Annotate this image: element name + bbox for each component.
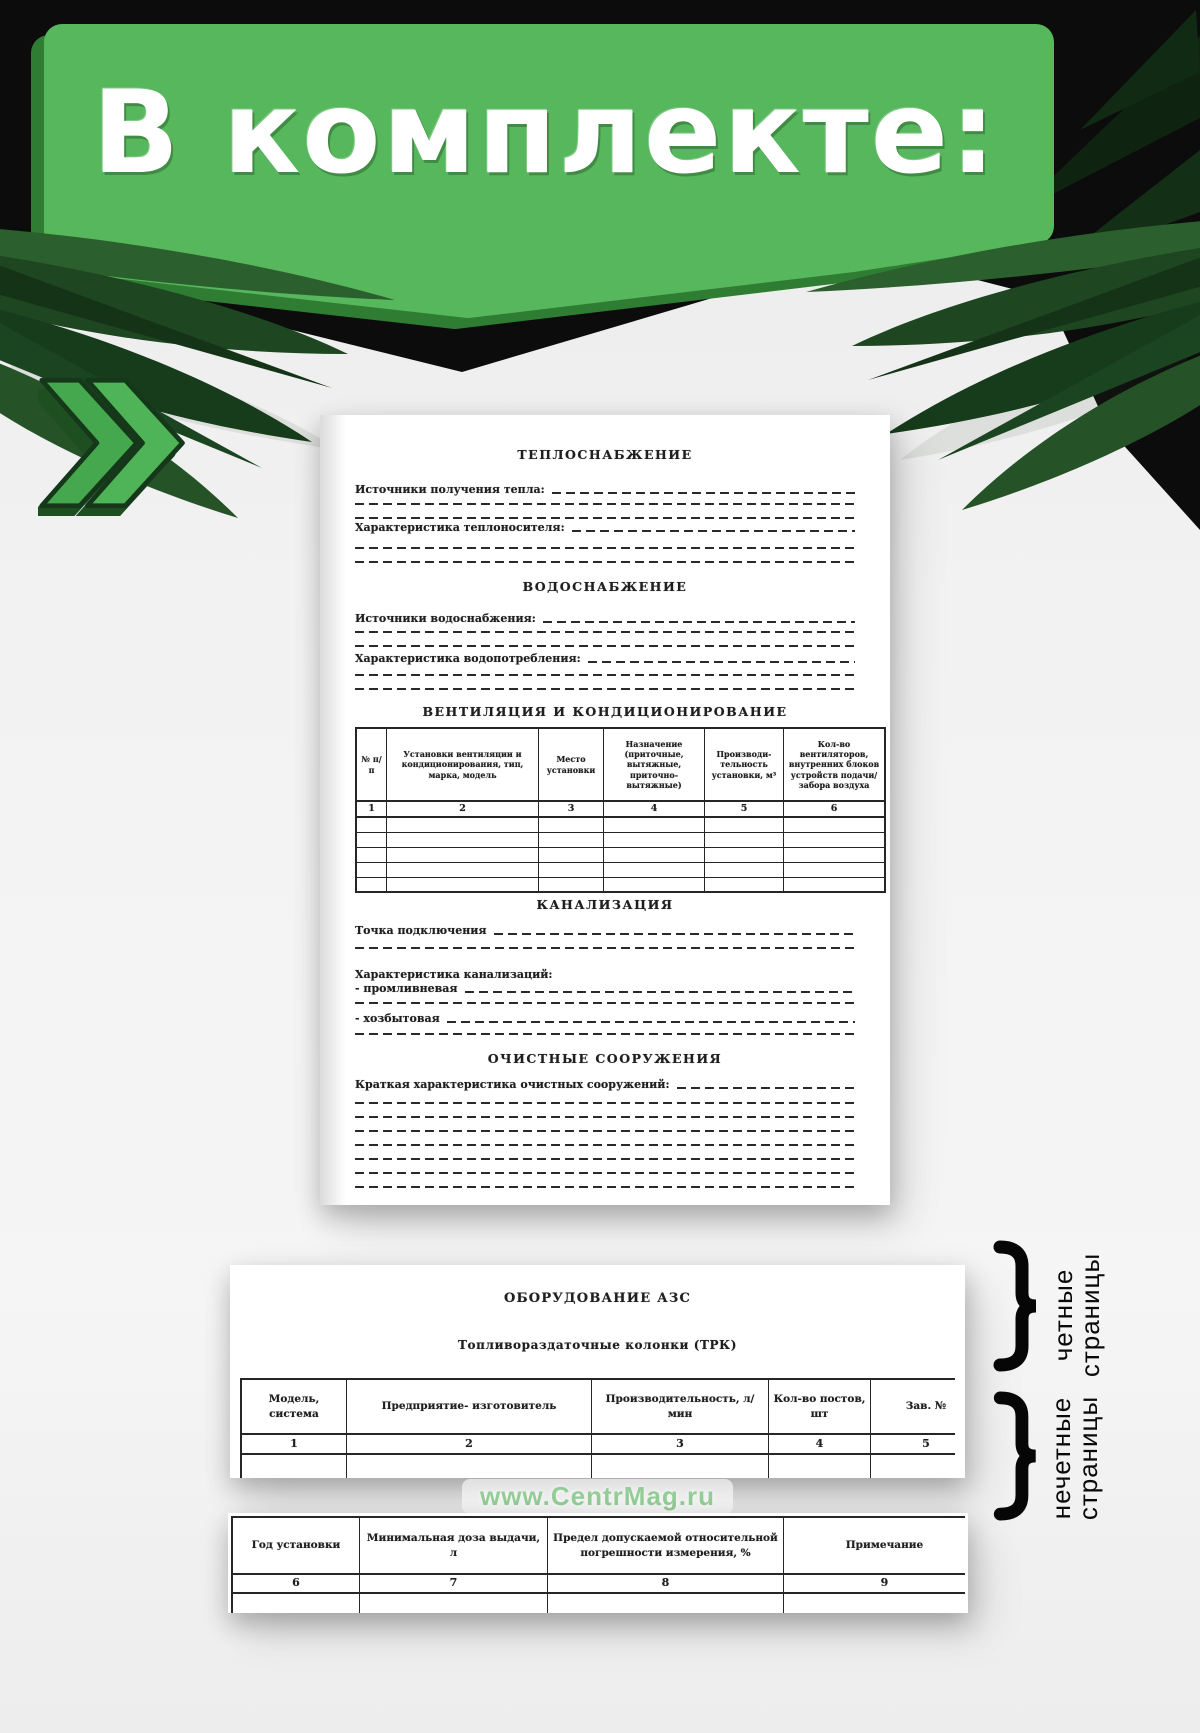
watermark-container: [230, 1479, 965, 1514]
field-sewer-point-label: Точка подключения: [355, 924, 487, 937]
blank-line: [355, 631, 855, 633]
blank-line: [355, 1186, 855, 1188]
column-header: Кол-во постов, шт: [769, 1379, 871, 1434]
field-sewer-industrial-label: - промливневая: [355, 982, 458, 995]
column-number: 5: [871, 1434, 956, 1454]
column-number: 2: [387, 801, 539, 817]
watermark: www.CentrMag.ru: [462, 1479, 733, 1514]
blank-line: [355, 1172, 855, 1174]
field-water-source: [355, 612, 855, 625]
blank-line: [355, 517, 855, 519]
blank-line: [543, 621, 855, 623]
fuel-dispenser-table-continued: [231, 1516, 965, 1613]
column-header: Производи- тельность установки, м³: [705, 728, 784, 801]
blank-line: [355, 1116, 855, 1118]
document-strip-odd-pages: [228, 1513, 968, 1613]
column-header: Минимальная доза выдачи, л: [360, 1517, 548, 1574]
even-pages-brace: [990, 1240, 1044, 1372]
blank-line: [355, 1102, 855, 1104]
even-pages-label: четные страницы: [1048, 1252, 1105, 1378]
column-header: Модель, система: [241, 1379, 347, 1434]
blank-line: [552, 492, 855, 494]
column-number: 9: [784, 1574, 966, 1593]
blank-line: [588, 661, 855, 663]
blank-line: [355, 547, 855, 549]
blank-line: [355, 674, 855, 676]
column-number: 1: [241, 1434, 347, 1454]
empty-row: [232, 1593, 965, 1613]
column-header: Предприятие- изготовитель: [347, 1379, 592, 1434]
empty-row: [356, 862, 885, 877]
blank-line: [465, 991, 855, 993]
blank-line: [494, 933, 855, 935]
column-header: Установки вентиляции и кондиционирования, тип, марка, модель: [387, 728, 539, 801]
odd-pages-label: нечетные страницы: [1046, 1395, 1103, 1521]
column-header: Производительность, л/мин: [592, 1379, 769, 1434]
blank-line: [355, 1144, 855, 1146]
field-heat-source-label: Источники получения тепла:: [355, 483, 545, 496]
blank-line: [355, 561, 855, 563]
column-header: Зав. №: [871, 1379, 956, 1434]
blank-line: [355, 1033, 855, 1035]
field-heat-source: [355, 483, 855, 496]
column-header: Место установки: [539, 728, 604, 801]
field-water-source-label: Источники водоснабжения:: [355, 612, 536, 625]
field-water-consumption: [355, 652, 855, 665]
blank-line: [355, 1158, 855, 1160]
empty-row: [356, 832, 885, 847]
column-number: 2: [347, 1434, 592, 1454]
field-treatment-char-label: Краткая характеристика очистных сооружений:: [355, 1078, 670, 1091]
field-treatment-char: [355, 1078, 855, 1091]
column-number: 7: [360, 1574, 548, 1593]
table-header-row: [232, 1517, 965, 1574]
section-title-water: ВОДОСНАБЖЕНИЕ: [522, 579, 688, 594]
column-header: Год установки: [232, 1517, 360, 1574]
section-title-treatment: ОЧИСТНЫЕ СООРУЖЕНИЯ: [487, 1051, 723, 1066]
column-number: 4: [769, 1434, 871, 1454]
document-page-equipment: [230, 1265, 965, 1478]
empty-row: [356, 817, 885, 832]
field-heat-carrier: [355, 521, 855, 534]
empty-row: [241, 1454, 955, 1478]
field-sewer-char: [355, 968, 855, 981]
column-header: Примечание: [784, 1517, 966, 1574]
column-header: № п/п: [356, 728, 387, 801]
blank-line: [355, 503, 855, 505]
field-sewer-char-label: Характеристика канализаций:: [355, 968, 553, 981]
column-number-row: [241, 1434, 955, 1454]
field-sewer-household-label: - хозбытовая: [355, 1012, 440, 1025]
column-number: 6: [232, 1574, 360, 1593]
empty-row: [356, 877, 885, 892]
column-number: 5: [705, 801, 784, 817]
blank-line: [447, 1021, 855, 1023]
column-number-row: [356, 801, 885, 817]
field-sewer-point: [355, 924, 855, 937]
field-heat-carrier-label: Характеристика теплоносителя:: [355, 521, 565, 534]
field-sewer-household: [355, 1012, 855, 1025]
column-header: Кол-во вентиляторов, внутренних блоков устройств подачи/ забора воздуха: [784, 728, 886, 801]
blank-line: [355, 645, 855, 647]
column-number: 1: [356, 801, 387, 817]
blank-line: [355, 1002, 855, 1004]
blank-line: [355, 947, 855, 949]
page2-title: ОБОРУДОВАНИЕ АЗС: [503, 1291, 692, 1306]
table-header-row: [241, 1379, 955, 1434]
blank-line: [355, 688, 855, 690]
column-number: 4: [604, 801, 705, 817]
section-title-heating: ТЕПЛОСНАБЖЕНИЕ: [517, 447, 693, 462]
blank-line: [677, 1087, 855, 1089]
column-header: Предел допускаемой относительной погрешности измерения, %: [548, 1517, 784, 1574]
odd-pages-brace: [990, 1391, 1044, 1521]
section-title-ventilation: ВЕНТИЛЯЦИЯ И КОНДИЦИОНИРОВАНИЕ: [422, 704, 788, 719]
blank-line: [355, 1130, 855, 1132]
page2-subtitle: Топливораздаточные колонки (ТРК): [458, 1338, 737, 1352]
empty-row: [356, 847, 885, 862]
banner-title: В комплекте:: [92, 66, 998, 199]
column-number: 3: [539, 801, 604, 817]
column-number: 8: [548, 1574, 784, 1593]
blank-line: [572, 530, 855, 532]
table-header-row: [356, 728, 885, 801]
section-title-sewerage: КАНАЛИЗАЦИЯ: [536, 897, 674, 912]
column-number: 3: [592, 1434, 769, 1454]
column-header: Назначение (приточные, вытяжные, приточно-вытяжные): [604, 728, 705, 801]
document-page-utilities: [320, 415, 890, 1205]
column-number-row: [232, 1574, 965, 1593]
fuel-dispenser-table: [240, 1378, 955, 1478]
field-sewer-industrial: [355, 982, 855, 995]
ventilation-table: [355, 727, 886, 893]
double-chevron-icon: [38, 370, 190, 516]
column-number: 6: [784, 801, 886, 817]
field-water-consumption-label: Характеристика водопотребления:: [355, 652, 581, 665]
